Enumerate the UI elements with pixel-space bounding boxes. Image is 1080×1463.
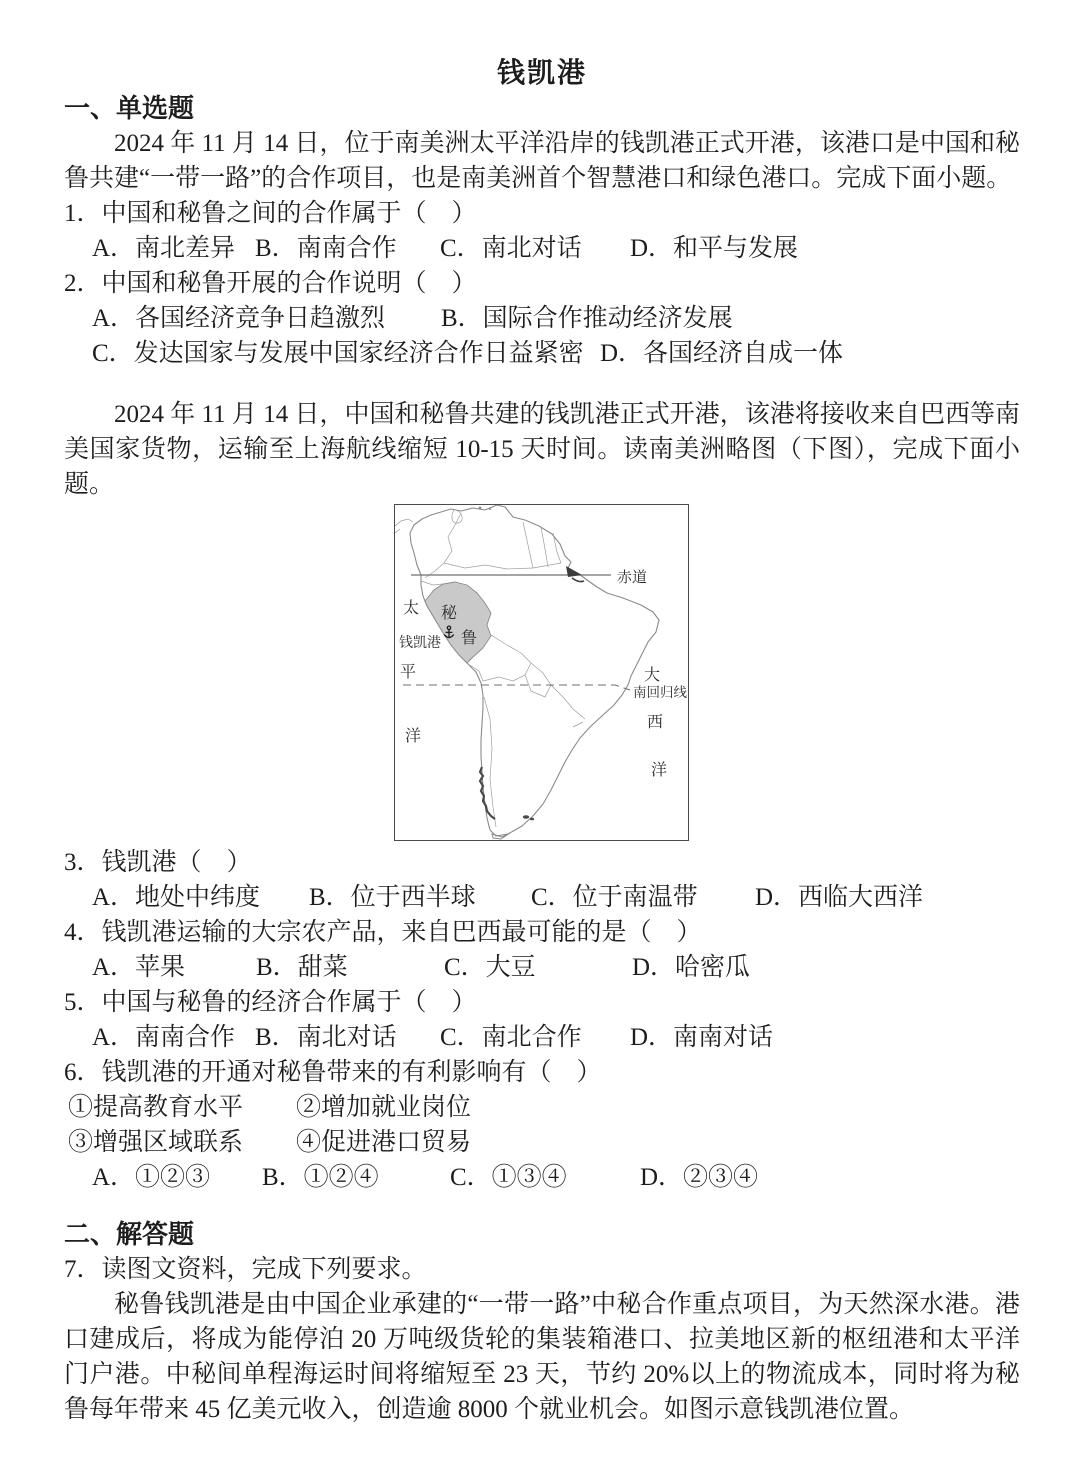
page-title: 钱凯港	[496, 58, 587, 89]
item-1: ①提高教育水平	[68, 1094, 244, 1121]
question-7-material: 秘鲁钱凯港是由中国企业承建的“一带一路”中秘合作重点项目，为天然深水港。港口建成后，将成为能停泊 20 万吨级货轮的集装箱港口、拉美地区新的枢纽港和太平洋门户港。中秘间单程海运时间将缩短至 23 天，节约 20%以上的物流成本，同时将为秘鲁每年带来 45 亿美元收入，创造逾 8000 个就业机会。如图示意钱凯港位置。	[64, 1291, 1020, 1423]
question-4-options	[64, 950, 1020, 985]
question-number: 3．	[64, 849, 102, 876]
falkland-islands	[523, 815, 529, 819]
item-3: ③增强区域联系	[68, 1129, 244, 1156]
question-stem-text: 中国和秘鲁开展的合作说明（ ）	[101, 270, 477, 297]
question-6-options	[64, 1160, 1020, 1195]
island-dot	[489, 508, 491, 510]
question-number: 4．	[64, 919, 102, 946]
question-5-options	[64, 1020, 1020, 1055]
option-a: A．南南合作	[92, 1024, 236, 1051]
option-d: D．哈密瓜	[632, 954, 751, 981]
spacer	[64, 1195, 1020, 1217]
question-6	[64, 1055, 1020, 1195]
intro-paragraph-1: 2024 年 11 月 14 日，位于南美洲太平洋沿岸的钱凯港正式开港，该港口是中国和秘鲁共建“一带一路”的合作项目，也是南美洲首个智慧港口和绿色港口。完成下面小题。	[64, 130, 1020, 192]
question-stem-text: 中国与秘鲁的经济合作属于（ ）	[101, 989, 477, 1016]
option-a: A．①②③	[92, 1164, 211, 1191]
option-c: C．①③④	[450, 1164, 567, 1191]
question-5	[64, 985, 1020, 1055]
atlantic-label-char-3: 洋	[651, 762, 668, 779]
question-2	[64, 266, 1020, 371]
section-2-heading: 二、解答题	[64, 1220, 195, 1249]
option-d: D．南南对话	[630, 1024, 774, 1051]
question-4	[64, 915, 1020, 985]
option-d: D．和平与发展	[630, 235, 799, 262]
question-prompt-text: 读图文资料，完成下列要求。	[101, 1256, 427, 1283]
question-5-stem	[64, 985, 1020, 1020]
option-a: A．南北差异	[92, 235, 236, 262]
question-6-items-row-2	[64, 1125, 1020, 1160]
question-stem-text: 钱凯港的开通对秘鲁带来的有利影响有（ ）	[101, 1059, 602, 1086]
island-dot	[479, 507, 482, 510]
option-b: B．①②④	[262, 1164, 379, 1191]
section-1-heading: 一、单选题	[64, 94, 195, 123]
tropic-label: 南回归线	[633, 685, 687, 700]
port-label: 钱凯港	[399, 636, 441, 651]
peru-label-char-1: 秘	[441, 605, 458, 622]
question-number: 5．	[64, 989, 102, 1016]
option-b: B．南南合作	[255, 235, 397, 262]
question-3-stem	[64, 845, 1020, 880]
option-d: D．西临大西洋	[755, 884, 924, 911]
question-stem-text: 中国和秘鲁之间的合作属于（ ）	[101, 200, 477, 227]
option-b: B．甜菜	[256, 954, 348, 981]
pacific-label-char-2: 平	[400, 664, 417, 681]
option-a: A．各国经济竞争日趋激烈	[92, 305, 386, 332]
continent-outline	[410, 505, 659, 836]
question-3	[64, 845, 1020, 915]
question-7	[64, 1252, 1020, 1427]
question-2-options-row-2	[64, 336, 1020, 371]
option-c: C．大豆	[444, 954, 536, 981]
pacific-label-char-3: 洋	[405, 728, 422, 745]
spacer	[64, 371, 1020, 397]
option-c: C．南北合作	[440, 1024, 582, 1051]
question-1-stem	[64, 196, 1020, 231]
question-3-options	[64, 880, 1020, 915]
atlantic-label-char-2: 西	[647, 714, 664, 731]
peru-label-char-2: 鲁	[461, 630, 478, 647]
option-a: A．地处中纬度	[92, 884, 261, 911]
falkland-islands	[530, 818, 534, 821]
option-c: C．发达国家与发展中国家经济合作日益紧密	[92, 340, 584, 367]
question-number: 1．	[64, 200, 102, 227]
option-c: C．位于南温带	[531, 884, 698, 911]
question-6-stem	[64, 1055, 1020, 1090]
item-2: ②增加就业岗位	[296, 1094, 472, 1121]
question-4-stem	[64, 915, 1020, 950]
question-1	[64, 196, 1020, 266]
question-1-options	[64, 231, 1020, 266]
option-b: B．国际合作推动经济发展	[441, 305, 733, 332]
item-4: ④促进港口贸易	[296, 1129, 472, 1156]
question-2-stem	[64, 266, 1020, 301]
equator-label: 赤道	[617, 570, 648, 586]
question-stem-text: 钱凯港（ ）	[101, 849, 252, 876]
option-c: C．南北对话	[440, 235, 582, 262]
option-a: A．苹果	[92, 954, 186, 981]
atlantic-label-char-1: 大	[644, 667, 661, 684]
option-b: B．南北对话	[255, 1024, 397, 1051]
question-stem-text: 钱凯港运输的大宗农产品，来自巴西最可能的是（ ）	[101, 919, 702, 946]
option-d: D．②③④	[640, 1164, 759, 1191]
option-d: D．各国经济自成一体	[600, 340, 844, 367]
south-america-map	[394, 504, 690, 841]
option-b: B．位于西半球	[309, 884, 476, 911]
question-number: 2．	[64, 270, 102, 297]
intro-paragraph-2: 2024 年 11 月 14 日，中国和秘鲁共建的钱凯港正式开港，该港将接收来自巴西等南美国家货物，运输至上海航线缩短 10-15 天时间。读南美洲略图（下图），完成下面小题。	[64, 401, 1020, 498]
question-6-items-row-1	[64, 1090, 1020, 1125]
question-number: 7．	[64, 1256, 102, 1283]
pacific-label-char-1: 太	[403, 600, 420, 617]
question-number: 6．	[64, 1059, 102, 1086]
question-7-prompt	[64, 1252, 1020, 1287]
question-2-options-row-1	[64, 301, 1020, 336]
